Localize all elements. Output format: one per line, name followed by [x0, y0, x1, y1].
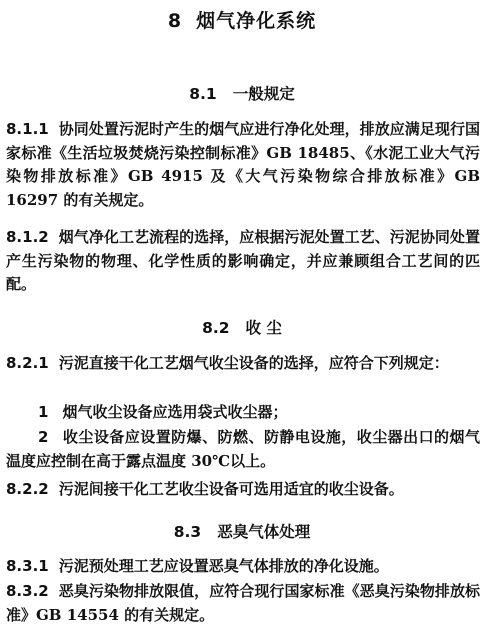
clause-text: 烟气净化工艺流程的选择，应根据污泥处置工艺、污泥协同处置产生污染物的物理、化学性质的影响确定，并应兼顾组合工艺间的匹配。 [6, 228, 480, 293]
clause-text: 污泥间接干化工艺收尘设备可选用适宜的收尘设备。 [58, 480, 404, 498]
clause-paragraph [6, 580, 480, 627]
clause-text: 恶臭污染物排放限值，应符合现行国家标准《恶臭污染物排放标准》GB 14554 的有关规定。 [6, 582, 480, 624]
clause-number: 8.1.1 [6, 120, 49, 138]
section-title [0, 520, 484, 542]
item-number: 2 [38, 428, 49, 446]
section-title-text: 一般规定 [232, 85, 295, 103]
clause-number: 8.3.1 [6, 557, 49, 575]
section-number: 8.3 [173, 523, 202, 541]
clause-number: 8.2.1 [6, 354, 49, 372]
section-title-text: 收 尘 [245, 319, 282, 337]
clause-text: 污泥预处理工艺应设置恶臭气体排放的净化设施。 [58, 557, 389, 575]
chapter-title-text: 烟气净化系统 [196, 10, 317, 32]
clause-paragraph [6, 118, 480, 212]
section-title-text: 恶臭气体处理 [217, 523, 311, 541]
clause-number: 8.3.2 [6, 582, 49, 600]
section-title [0, 316, 484, 338]
clause-paragraph [6, 352, 480, 376]
clause-paragraph [6, 478, 480, 502]
section-number: 8.1 [189, 85, 217, 103]
chapter-title [0, 6, 484, 33]
clause-text: 协同处置污泥时产生的烟气应进行净化处理，排放应满足现行国家标准《生活垃圾焚烧污染控制标准》GB 18485、《水泥工业大气污染物排放标准》GB 4915 及《大气污染物综合排放标准》GB 16297 的有关规定。 [6, 120, 480, 209]
clause-number: 8.2.2 [6, 480, 49, 498]
list-item [6, 401, 480, 425]
chapter-number: 8 [167, 10, 183, 32]
clause-paragraph [6, 555, 480, 579]
clause-number: 8.1.2 [6, 228, 49, 246]
section-number: 8.2 [202, 319, 230, 337]
item-number: 1 [38, 403, 49, 421]
list-item [6, 426, 480, 473]
clause-paragraph [6, 226, 480, 297]
item-text: 烟气收尘设备应选用袋式收尘器； [62, 403, 288, 421]
section-title [0, 82, 484, 104]
item-text: 收尘设备应设置防爆、防燃、防静电设施，收尘器出口的烟气温度应控制在高于露点温度 30℃以上。 [6, 428, 480, 470]
clause-text: 污泥直接干化工艺烟气收尘设备的选择，应符合下列规定： [58, 354, 449, 372]
